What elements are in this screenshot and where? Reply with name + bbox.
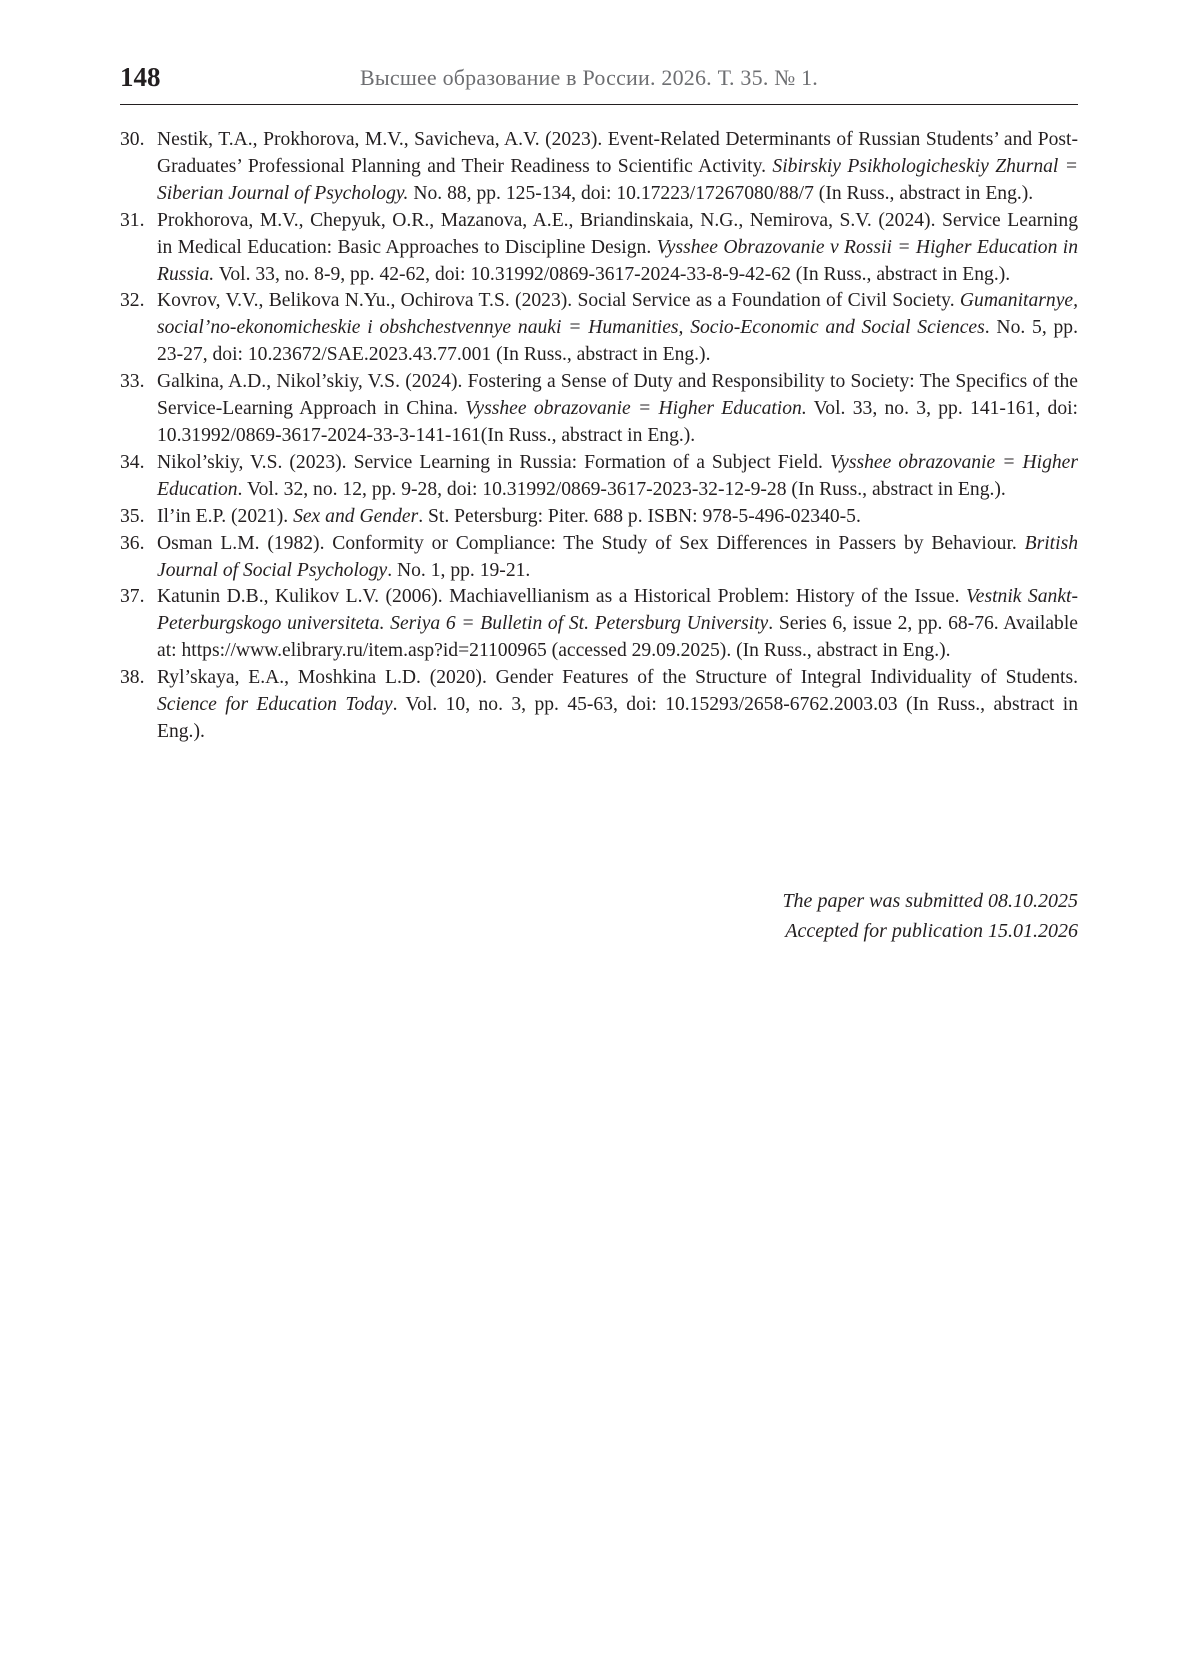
reference-segment: Vol. 33, no. 3, pp. 141-161, doi: 10.31992/0869-3617-2024-33-3-141-161(In Russ., abstract in Eng.). — [157, 398, 1079, 446]
submitted-date: The paper was submitted 08.10.2025 — [782, 890, 1078, 912]
reference-segment: Nikol’skiy, V.S. (2023). Service Learning in Russia: Formation of a Subject Field. — [157, 451, 830, 473]
reference-source-title: Sibirskiy Psikhologicheskiy Zhurnal = Siberian Journal of Psychology. — [157, 155, 1078, 204]
reference-segment: Osman L.M. (1982). Conformity or Compliance: The Study of Sex Differences in Passers by Behaviour. — [157, 532, 1025, 554]
reference-number: 34. — [120, 451, 145, 473]
reference-text — [157, 127, 1078, 208]
reference-number: 38. — [120, 667, 145, 689]
reference-number: 31. — [120, 209, 145, 231]
reference-text — [157, 369, 1078, 450]
reference-number: 33. — [120, 371, 145, 393]
reference-segment: Ryl’skaya, E.A., Moshkina L.D. (2020). Gender Features of the Structure of Integral Individuality of Students. — [157, 667, 1078, 689]
page-number: 148 — [120, 62, 161, 92]
reference-item — [120, 288, 1078, 369]
reference-text — [157, 665, 1078, 746]
running-title: Высшее образование в России. 2026. Т. 35. № 1. — [360, 65, 819, 90]
reference-segment: . No. 1, pp. 19-21. — [387, 559, 531, 581]
reference-segment: Prokhorova, M.V., Chepyuk, O.R., Mazanova, A.E., Briandinskaia, N.G., Nemirova, S.V. (2024). Service Learning in Medical Education: Basic Approaches to Discipline Design. — [157, 209, 1078, 258]
reference-text — [157, 584, 1078, 665]
reference-text — [157, 531, 1078, 585]
reference-segment: Il’in E.P. (2021). — [157, 505, 294, 527]
reference-item — [120, 450, 1078, 504]
reference-segment: . Vol. 32, no. 12, pp. 9-28, doi: 10.31992/0869-3617-2023-32-12-9-28 (In Russ., abstract in Eng.). — [237, 478, 1006, 500]
reference-item — [120, 504, 1078, 531]
reference-number: 36. — [120, 532, 145, 554]
reference-source-title: Vestnik Sankt-Peterburgskogo universiteta. Seriya 6 = Bulletin of St. Petersburg University — [157, 586, 1078, 635]
reference-item — [120, 665, 1078, 746]
reference-item — [120, 127, 1078, 208]
reference-number: 37. — [120, 586, 145, 608]
reference-item — [120, 208, 1078, 289]
reference-segment: . St. Petersburg: Piter. 688 p. ISBN: 978-5-496-02340-5. — [418, 505, 861, 527]
accepted-date: Accepted for publication 15.01.2026 — [785, 920, 1078, 942]
reference-text — [157, 288, 1078, 369]
reference-source-title: Science for Education Today — [157, 694, 393, 716]
reference-number: 35. — [120, 505, 145, 527]
reference-number: 30. — [120, 129, 145, 150]
reference-source-title: British Journal of Social Psychology — [157, 532, 1078, 581]
reference-segment: Nestik, T.A., Prokhorova, M.V., Savicheva, A.V. (2023). Event-Related Determinants of Russian Students’ and Post-Graduates’ Professional Planning and Their Readiness to Scientific Activity. — [157, 129, 1078, 177]
reference-item — [120, 531, 1078, 585]
reference-source-title: Gumanitarnye, social’no-ekonomicheskie i obshchestvennye nauki = Humanities, Socio-Economic and Social Sciences — [157, 290, 1078, 339]
reference-text — [157, 450, 1078, 504]
reference-text — [157, 208, 1078, 289]
reference-text — [157, 504, 1078, 531]
page-header — [120, 58, 1078, 105]
reference-source-title: Sex and Gender — [293, 505, 419, 527]
reference-segment: Vol. 33, no. 8-9, pp. 42-62, doi: 10.31992/0869-3617-2024-33-8-9-42-62 (In Russ., abstract in Eng.). — [214, 263, 1011, 285]
reference-number: 32. — [120, 290, 145, 312]
reference-segment: No. 88, pp. 125-134, doi: 10.17223/17267080/88/7 (In Russ., abstract in Eng.). — [408, 182, 1034, 204]
reference-source-title: Vysshee obrazovanie = Higher Education. — [465, 398, 807, 420]
reference-item — [120, 584, 1078, 665]
reference-source-title: Vysshee Obrazovanie v Rossii = Higher Education in Russia. — [157, 236, 1078, 285]
reference-item — [120, 369, 1078, 450]
reference-segment: Galkina, A.D., Nikol’skiy, V.S. (2024). Fostering a Sense of Duty and Responsibility to Society: The Specifics of the Service-Learning Approach in China. — [157, 371, 1078, 420]
reference-segment: Katunin D.B., Kulikov L.V. (2006). Machiavellianism as a Historical Problem: History of the Issue. — [157, 586, 966, 608]
reference-segment: . Series 6, issue 2, pp. 68-76. Available at: https://www.elibrary.ru/item.asp?id=21100965 (accessed 29.09.2025). (In Russ., abstract in Eng.). — [157, 613, 1078, 662]
submission-info — [782, 886, 1078, 946]
reference-segment: . No. 5, pp. 23-27, doi: 10.23672/SAE.2023.43.77.001 (In Russ., abstract in Eng.). — [157, 317, 1078, 366]
reference-source-title: Vysshee obrazovanie = Higher Education — [157, 451, 1078, 500]
reference-segment: . Vol. 10, no. 3, pp. 45-63, doi: 10.15293/2658-6762.2003.03 (In Russ., abstract in Eng.). — [157, 694, 1078, 742]
reference-segment: Kovrov, V.V., Belikova N.Yu., Ochirova T.S. (2023). Social Service as a Foundation of Civil Society. — [157, 290, 960, 312]
reference-list — [120, 127, 1078, 746]
